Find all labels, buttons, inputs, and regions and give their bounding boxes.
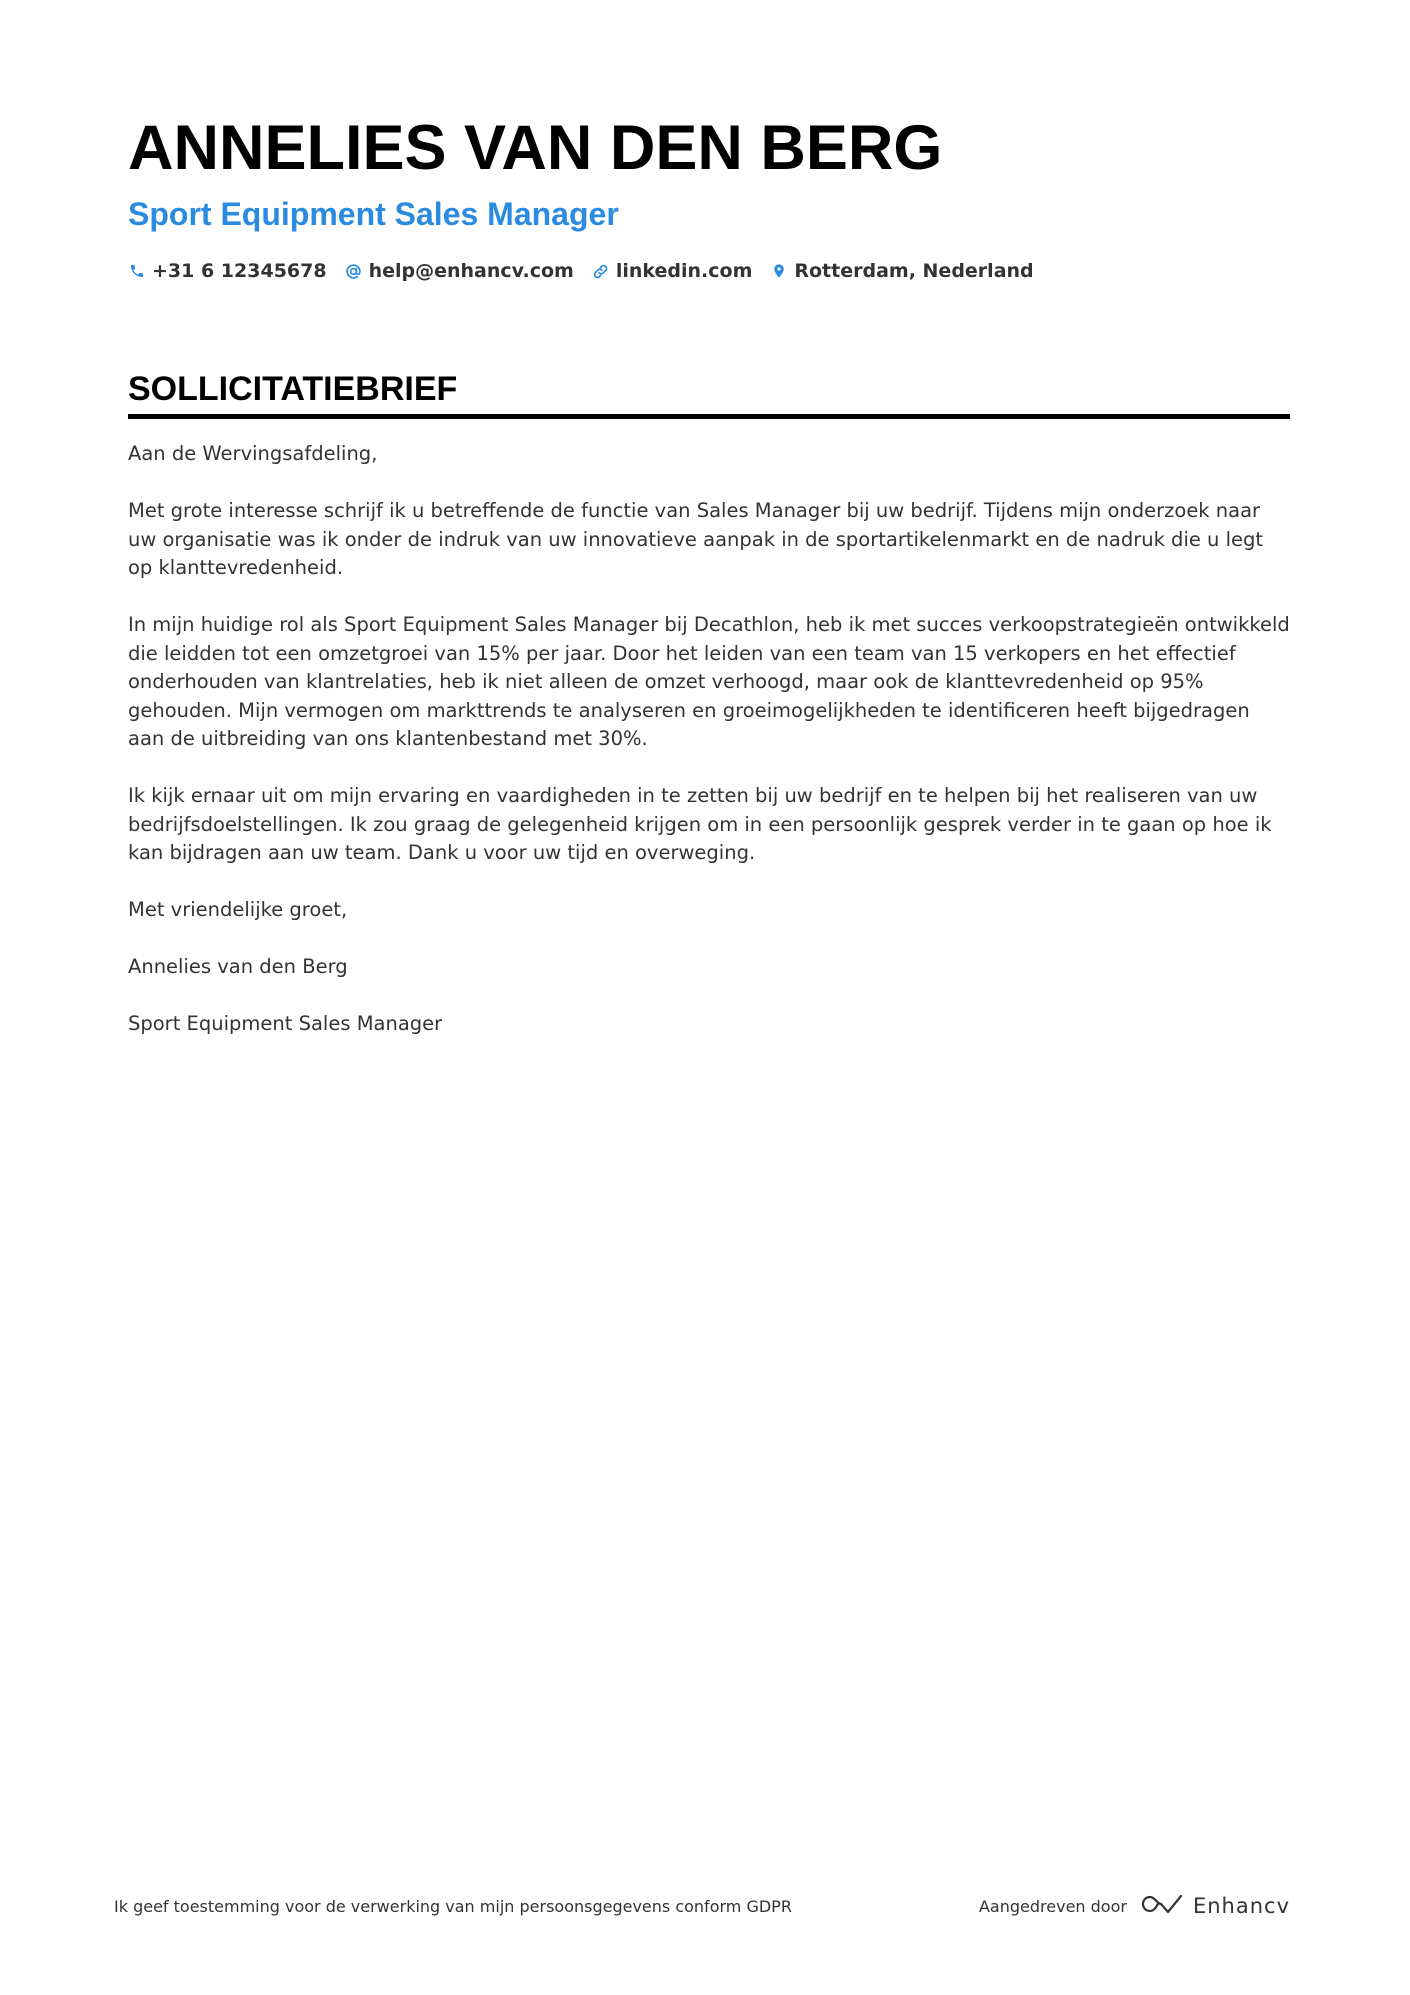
- contact-linkedin: [592, 260, 753, 282]
- email-text: help@enhancv.com: [368, 260, 574, 282]
- brand-name: Enhancv: [1192, 1894, 1290, 1918]
- contact-phone: [128, 260, 327, 282]
- section-title: SOLLICITATIEBRIEF: [128, 368, 1290, 419]
- linkedin-text: linkedin.com: [615, 260, 753, 282]
- header: [128, 112, 1288, 282]
- powered-label: Aangedreven door: [978, 1896, 1127, 1916]
- signature-name: Annelies van den Berg: [128, 955, 348, 978]
- closing: Met vriendelijke groet,: [128, 898, 348, 921]
- phone-icon: [128, 262, 146, 280]
- link-icon: [592, 262, 610, 280]
- gdpr-consent: Ik geef toestemming voor de verwerking van mijn persoonsgegevens conform GDPR: [114, 1896, 792, 1916]
- letter-paragraph: Ik kijk ernaar uit om mijn ervaring en vaardigheden in te zetten bij uw bedrijf en te helpen bij het realiseren van uw bedrijfsdoelstellingen. Ik zou graag de gelegenheid krijgen om in een persoonlijk gesprek verder in te gaan op hoe ik kan bijdragen aan uw team. Dank u voor uw tijd en overweging.: [128, 784, 1272, 864]
- applicant-name: ANNELIES VAN DEN BERG: [128, 113, 943, 183]
- location-text: Rotterdam, Nederland: [794, 260, 1034, 282]
- contact-list: [128, 260, 1288, 282]
- footer: [114, 1892, 1290, 1920]
- job-title: Sport Equipment Sales Manager: [128, 196, 619, 232]
- contact-email: [345, 260, 574, 282]
- powered-by[interactable]: [979, 1892, 1290, 1920]
- contact-location: [770, 260, 1033, 282]
- letter-body: [128, 440, 1290, 1067]
- at-icon: [345, 262, 363, 280]
- signature-title: Sport Equipment Sales Manager: [128, 1012, 443, 1035]
- letter-paragraph: Met grote interesse schrijf ik u betreffende de functie van Sales Manager bij uw bedrijf. Tijdens mijn onderzoek naar uw organisatie was ik onder de indruk van uw innovatieve aanpak in de sportartikelenmarkt en de nadruk die u legt op klanttevredenheid.: [128, 499, 1264, 579]
- enhancv-logo-icon: [1139, 1892, 1185, 1920]
- phone-text: +31 6 12345678: [152, 260, 327, 282]
- letter-paragraph: In mijn huidige rol als Sport Equipment Sales Manager bij Decathlon, heb ik met succes verkoopstrategieën ontwikkeld die leidden tot een omzetgroei van 15% per jaar. Door het leiden van een team van 15 verkopers en het effectief onderhouden van klantrelaties, heb ik niet alleen de omzet verhoogd, maar ook de klanttevredenheid op 95% gehouden. Mijn vermogen om markttrends te analyseren en groeimogelijkheden te identificeren heeft bijgedragen aan de uitbreiding van ons klantenbestand met 30%.: [128, 613, 1290, 750]
- salutation: Aan de Wervingsafdeling,: [128, 442, 378, 465]
- location-pin-icon: [770, 262, 788, 280]
